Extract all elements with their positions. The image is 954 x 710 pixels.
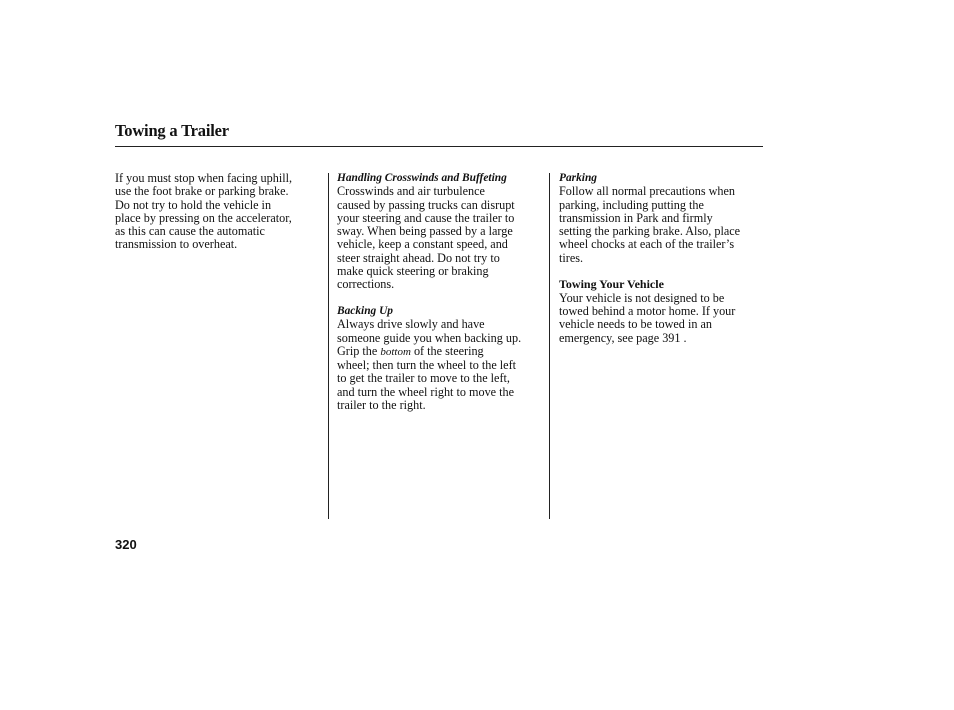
body-line: If you must stop when facing uphill,: [115, 171, 293, 185]
body-line: Always drive slowly and have: [337, 317, 485, 332]
body-line: steer straight ahead. Do not try to: [337, 250, 500, 265]
body-line: wheel; then turn the wheel to the left: [337, 358, 517, 373]
title-rule: [115, 146, 763, 147]
body-line: use the foot brake or parking brake.: [115, 184, 289, 199]
grip-suffix: of the steering: [410, 343, 484, 358]
column-crosswinds-backing: [337, 172, 547, 412]
column-divider-1: [328, 173, 329, 519]
column-divider-2: [549, 173, 550, 519]
body-line: emergency, see page 391 .: [559, 330, 687, 345]
section-heading-towing-vehicle: Towing Your Vehicle: [559, 277, 664, 292]
body-line: caused by passing trucks can disrupt: [337, 197, 515, 212]
paragraph-gap: [559, 265, 769, 278]
body-line: trailer to the right.: [337, 398, 426, 413]
body-line: transmission in Park and firmly: [559, 210, 713, 225]
body-line: vehicle needs to be towed in an: [559, 317, 712, 332]
grip-prefix: Grip the: [337, 343, 381, 358]
body-line: as this can cause the automatic: [115, 224, 265, 239]
body-line: and turn the wheel right to move the: [337, 384, 515, 399]
body-line: Follow all normal precautions when: [559, 184, 736, 199]
body-line: place by pressing on the accelerator,: [115, 210, 292, 225]
body-line: your steering and cause the trailer to: [337, 210, 515, 225]
body-line-grip: [337, 345, 547, 359]
body-line: Do not try to hold the vehicle in: [115, 197, 272, 212]
page-title: Towing a Trailer: [115, 121, 229, 140]
page-number: 320: [115, 537, 137, 552]
body-line: wheel chocks at each of the trailer’s: [559, 237, 735, 252]
section-heading-parking: Parking: [559, 172, 597, 184]
body-line: towed behind a motor home. If your: [559, 303, 736, 318]
body-line: Your vehicle is not designed to be: [559, 290, 725, 305]
body-line: to get the trailer to move to the left,: [337, 371, 510, 386]
body-line: sway. When being passed by a large: [337, 224, 513, 239]
body-line: tires.: [559, 250, 584, 265]
body-line: someone guide you when backing up.: [337, 330, 522, 345]
column-parking-towing: [559, 172, 769, 345]
body-line: corrections.: [337, 277, 395, 292]
body-line: make quick steering or braking: [337, 264, 489, 279]
grip-emphasis: bottom: [380, 345, 411, 358]
body-line: transmission to overheat.: [115, 237, 238, 252]
section-heading-crosswinds: Handling Crosswinds and Buffeting: [337, 172, 507, 184]
body-line: vehicle, keep a constant speed, and: [337, 237, 508, 252]
column-uphill-stop: [115, 172, 325, 252]
body-line: Crosswinds and air turbulence: [337, 184, 485, 199]
paragraph-gap: [337, 292, 547, 305]
section-heading-backing: Backing Up: [337, 304, 394, 317]
body-line: parking, including putting the: [559, 197, 704, 212]
body-line: setting the parking brake. Also, place: [559, 224, 741, 239]
